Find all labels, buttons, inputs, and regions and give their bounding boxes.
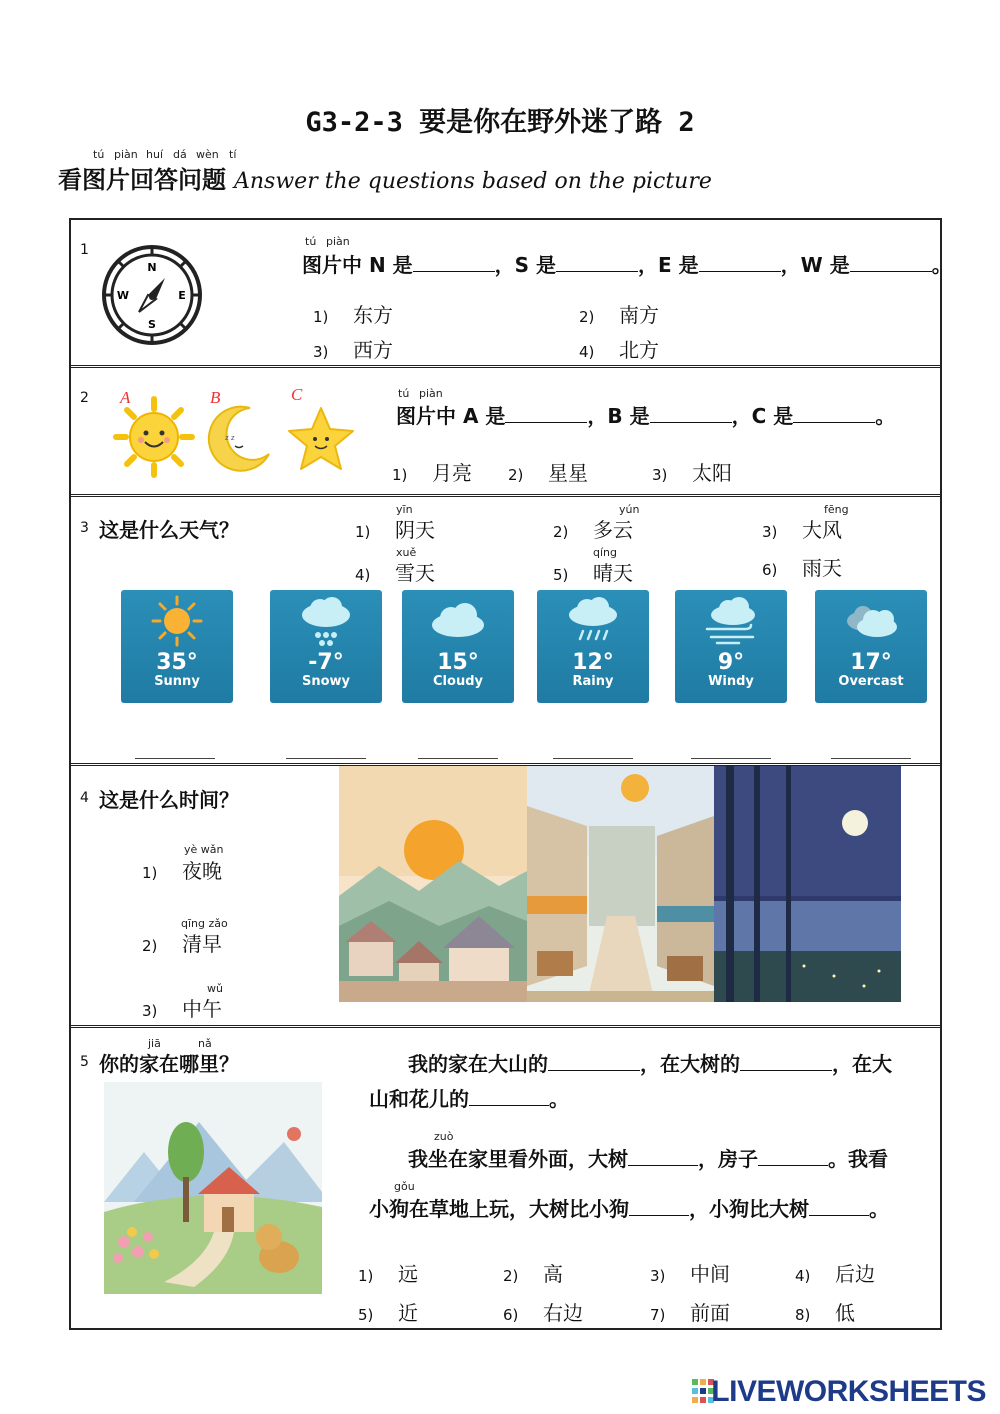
q5-option-4: 4) 后边	[795, 1262, 875, 1286]
q5-option-6: 6) 右边	[503, 1301, 583, 1325]
answer-line-4[interactable]	[553, 758, 633, 759]
q5-para1-line1: 我的家在大山的 ，在大树的 ，在大	[408, 1052, 892, 1076]
q5-pinyin-gou: gǒu	[394, 1180, 415, 1193]
q3-pinyin-4: xuě	[396, 546, 417, 559]
compass-letter-e: E	[178, 289, 186, 302]
q5-question: 你的家在哪里？	[99, 1052, 239, 1076]
q5-para1-line2: 山和花儿的 。	[369, 1087, 569, 1111]
answer-line-3[interactable]	[418, 758, 498, 759]
q2-label-b: B	[210, 388, 221, 407]
row-divider-1	[69, 365, 942, 368]
q3-pinyin-2: yún	[619, 503, 640, 516]
q5-blank-3[interactable]	[469, 1087, 549, 1106]
q2-blank-a[interactable]	[505, 404, 587, 423]
cloud-icon	[402, 590, 514, 652]
q5-blank-5[interactable]	[758, 1147, 828, 1166]
q5-blank-6[interactable]	[629, 1197, 689, 1216]
q5-blank-4[interactable]	[628, 1147, 698, 1166]
q1-option-4: 4) 北方	[579, 338, 659, 362]
q2-pinyin-1: tú	[398, 387, 410, 400]
weather-temp-cloudy: 15°	[437, 650, 479, 675]
weather-label-windy: Windy	[708, 674, 754, 689]
q5-option-8: 8) 低	[795, 1301, 855, 1325]
q5-para3: 小狗在草地上玩，大树比小狗 ，小狗比大树 。	[369, 1197, 889, 1221]
wind-cloud-icon	[675, 590, 787, 652]
q3-option-5: 5) 晴天	[553, 561, 633, 585]
q5-option-3: 3) 中间	[650, 1262, 730, 1286]
instruction-pinyin-3: huí	[146, 148, 163, 161]
q5-option-5: 5) 近	[358, 1301, 418, 1325]
answer-line-2[interactable]	[286, 758, 366, 759]
instruction-pinyin-5: wèn	[196, 148, 219, 161]
instruction-pinyin-6: tí	[229, 148, 237, 161]
q5-blank-1[interactable]	[548, 1052, 640, 1071]
instruction-pinyin-1: tú	[93, 148, 105, 161]
weather-card-rainy	[537, 590, 649, 703]
q5-blank-2[interactable]	[740, 1052, 832, 1071]
q4-pinyin-1: yè wǎn	[184, 843, 224, 856]
q2-label-c: C	[291, 385, 303, 404]
q3-pinyin-5: qíng	[593, 546, 617, 559]
q2-option-1: 1) 月亮	[392, 461, 472, 485]
weather-label-snowy: Snowy	[301, 674, 351, 689]
q3-option-2: 2) 多云	[553, 518, 633, 542]
q5-option-1: 1) 远	[358, 1262, 418, 1286]
compass-letter-w: W	[116, 289, 130, 302]
weather-card-overcast	[815, 590, 927, 703]
q1-option-1: 1) 东方	[313, 303, 393, 327]
q5-pinyin-2: nǎ	[198, 1037, 212, 1050]
q1-blank-w[interactable]	[850, 253, 932, 272]
q3-pinyin-1: yīn	[396, 503, 413, 516]
q2-option-3: 3) 太阳	[652, 461, 732, 485]
snow-cloud-icon	[270, 590, 382, 652]
q2-label-a: A	[120, 388, 131, 407]
weather-temp-rainy: 12°	[572, 650, 614, 675]
q2-blank-b[interactable]	[650, 404, 732, 423]
q1-option-3: 3) 西方	[313, 338, 393, 362]
q1-blank-s[interactable]	[556, 253, 638, 272]
q5-blank-7[interactable]	[809, 1197, 869, 1216]
q3-pinyin-3: fēng	[824, 503, 849, 516]
weather-card-cloudy	[402, 590, 514, 703]
q3-option-4: 4) 雪天	[355, 561, 435, 585]
moon-icon	[205, 402, 275, 474]
weather-label-sunny: Sunny	[154, 674, 200, 689]
instruction	[58, 160, 712, 195]
q4-option-2: 2) 清早	[142, 932, 222, 956]
q3-number: 3	[80, 520, 89, 536]
svg-text:z z: z z	[225, 434, 235, 442]
q1-blank-e[interactable]	[699, 253, 781, 272]
compass-icon	[101, 244, 203, 346]
instruction-english: Answer the questions based on the picture	[234, 169, 712, 194]
q4-number: 4	[80, 790, 89, 806]
instruction-pinyin-2: piàn	[114, 148, 138, 161]
q3-option-6: 6) 雨天	[762, 556, 842, 580]
q2-question: 图片中 A 是 ，B 是 ，C 是 。	[396, 404, 896, 428]
answer-line-1[interactable]	[135, 758, 215, 759]
sun-icon	[121, 590, 233, 652]
q1-question: 图片中 N 是 ，S 是 ，E 是 ，W 是 。	[302, 253, 952, 277]
instruction-pinyin-4: dá	[173, 148, 187, 161]
q1-pinyin-2: piàn	[326, 235, 350, 248]
weather-card-windy	[675, 590, 787, 703]
weather-temp-sunny: 35°	[156, 650, 198, 675]
star-icon	[286, 405, 356, 473]
q4-question: 这是什么时间？	[99, 788, 239, 812]
q3-question: 这是什么天气？	[99, 518, 239, 542]
sun-icon	[112, 395, 196, 479]
rain-cloud-icon	[537, 590, 649, 652]
q2-blank-c[interactable]	[793, 404, 875, 423]
q5-pinyin-1: jiā	[148, 1037, 161, 1050]
overcast-icon	[815, 590, 927, 652]
q1-pinyin-1: tú	[305, 235, 317, 248]
row-divider-2	[69, 494, 942, 497]
market-noon-image	[527, 766, 714, 1002]
answer-line-5[interactable]	[691, 758, 771, 759]
q5-option-7: 7) 前面	[650, 1301, 730, 1325]
q2-pinyin-2: piàn	[419, 387, 443, 400]
weather-label-overcast: Overcast	[838, 674, 904, 689]
liveworksheets-logo[interactable]: LIVEWORKSHEETS	[711, 1375, 986, 1408]
q5-number: 5	[80, 1054, 89, 1070]
weather-label-cloudy: Cloudy	[433, 674, 483, 689]
answer-line-6[interactable]	[831, 758, 911, 759]
compass-letter-s: S	[148, 318, 156, 331]
instruction-chinese: 看图片回答问题	[58, 166, 226, 194]
q4-option-1: 1) 夜晚	[142, 859, 222, 883]
weather-temp-snowy: -7°	[308, 650, 344, 675]
q4-pinyin-2: qīng zǎo	[181, 917, 228, 930]
worksheet-title: G3-2-3 要是你在野外迷了路 2	[305, 107, 695, 138]
weather-temp-windy: 9°	[717, 650, 745, 675]
q3-option-1: 1) 阴天	[355, 518, 435, 542]
q1-option-2: 2) 南方	[579, 303, 659, 327]
q1-number: 1	[80, 242, 89, 258]
house-scene-image	[104, 1082, 322, 1294]
weather-temp-overcast: 17°	[850, 650, 892, 675]
q2-option-2: 2) 星星	[508, 461, 588, 485]
q5-pinyin-zuo: zuò	[434, 1130, 454, 1143]
row-divider-4	[69, 1025, 942, 1028]
q5-para2: 我坐在家里看外面，大树 ，房子 。我看	[408, 1147, 888, 1171]
weather-card-sunny	[121, 590, 233, 703]
compass-letter-n: N	[147, 261, 157, 274]
q3-option-3: 3) 大风	[762, 518, 842, 542]
q1-blank-n[interactable]	[413, 253, 495, 272]
weather-label-rainy: Rainy	[572, 674, 614, 689]
q4-pinyin-3: wǔ	[207, 982, 223, 995]
morning-scene-image	[339, 766, 527, 1002]
night-scene-image	[714, 766, 901, 1002]
q5-option-2: 2) 高	[503, 1262, 563, 1286]
weather-card-snowy	[270, 590, 382, 703]
q2-number: 2	[80, 390, 89, 406]
q4-option-3: 3) 中午	[142, 997, 222, 1021]
